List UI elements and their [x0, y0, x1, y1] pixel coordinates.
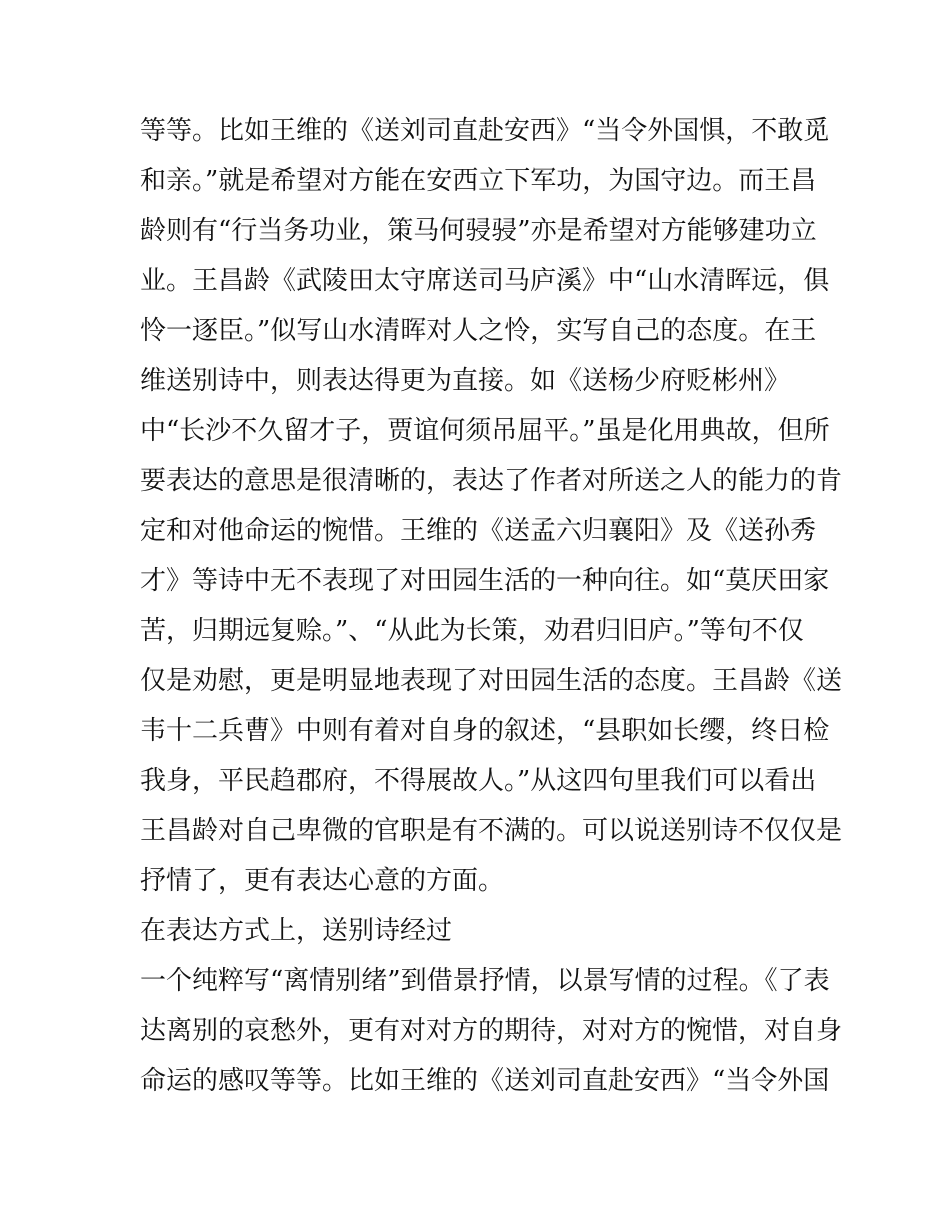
text-line: 韦十二兵曹》中则有着对自身的叙述，“县职如长缨，终日检 [140, 716, 830, 746]
text-line: 定和对他命运的惋惜。王维的《送孟六归襄阳》及《送孙秀 [140, 516, 817, 546]
text-line: 苦，归期远复赊。”、“从此为长策，劝君归旧庐。”等句不仅 [140, 616, 804, 646]
text-line: 抒情了，更有表达心意的方面。 [140, 866, 505, 896]
text-line: 中“长沙不久留才子，贾谊何须吊屈平。”虽是化用典故，但所 [140, 416, 830, 446]
text-line: 一个纯粹写“离情别绪”到借景抒情，以景写情的过程。《了表 [140, 966, 830, 996]
text-line: 业。王昌龄《武陵田太守席送司马庐溪》中“山水清晖远，俱 [140, 266, 830, 296]
text-line: 才》等诗中无不表现了对田园生活的一种向往。如“莫厌田家 [140, 566, 830, 596]
text-line: 王昌龄对自己卑微的官职是有不满的。可以说送别诗不仅仅是 [140, 816, 843, 846]
text-line: 我身，平民趋郡府，不得展故人。”从这四句里我们可以看出 [140, 766, 817, 796]
text-line: 龄则有“行当务功业，策马何骎骎”亦是希望对方能够建功立 [140, 216, 817, 246]
text-line: 仅是劝慰，更是明显地表现了对田园生活的态度。王昌龄《送 [140, 666, 843, 696]
text-line: 达离别的哀愁外，更有对对方的期待，对对方的惋惜，对自身 [140, 1016, 843, 1046]
text-line: 要表达的意思是很清晰的，表达了作者对所送之人的能力的肯 [140, 466, 843, 496]
text-line: 命运的感叹等等。比如王维的《送刘司直赴安西》“当令外国 [140, 1066, 830, 1096]
text-line: 和亲。”就是希望对方能在安西立下军功，为国守边。而王昌 [140, 166, 817, 196]
text-line: 怜一逐臣。”似写山水清晖对人之怜，实写自己的态度。在王 [140, 316, 817, 346]
text-line: 在表达方式上，送别诗经过 [140, 916, 453, 946]
text-line: 维送别诗中，则表达得更为直接。如《送杨少府贬彬州》 [140, 366, 791, 396]
text-line: 等等。比如王维的《送刘司直赴安西》“当令外国惧，不敢觅 [140, 116, 830, 146]
